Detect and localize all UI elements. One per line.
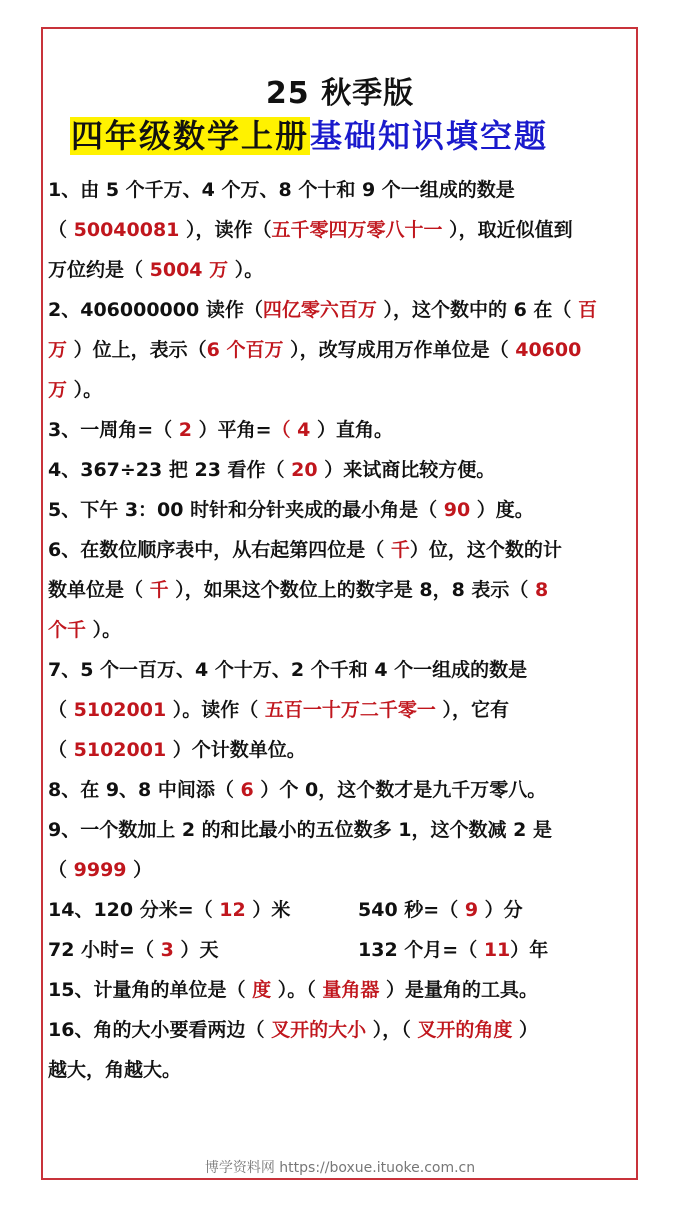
question-8: 8、在 9、8 中间添（ 6 ）个 0，这个数才是九千万零八。 xyxy=(48,779,547,801)
question-1-line-1: 1、由 5 个千万、4 个万、8 个十和 9 个一组成的数是 xyxy=(48,179,515,201)
answer: 千 xyxy=(149,579,169,601)
question-4: 4、367÷23 把 23 看作（ 20 ）来试商比较方便。 xyxy=(48,459,496,481)
question-14-col-2: 132 个月=（ 11）年 xyxy=(358,939,549,961)
answer: 五百一十万二千零一 xyxy=(264,699,436,721)
answer: 12 xyxy=(219,899,246,921)
answer: 万 xyxy=(48,379,68,401)
answer: 50040081 xyxy=(73,219,180,241)
question-14-row-1: 14、120 分米=（ 12 ）米 540 秒=（ 9 ）分 xyxy=(48,890,638,930)
question-2-line-3: 万 ）。 xyxy=(48,379,103,401)
question-3: 3、一周角=（ 2 ）平角=（ 4 ）直角。 xyxy=(48,419,394,441)
answer: 万 xyxy=(48,339,68,361)
question-6-line-3: 个千 ）。 xyxy=(48,619,122,641)
question-2-line-2: 万 ）位上，表示（6 个百万 ），改写成用万作单位是（ 40600 xyxy=(48,339,582,361)
question-7-line-2: （ 5102001 ）。读作（ 五百一十万二千零一 ），它有 xyxy=(48,699,510,721)
question-14-row-2: 72 小时=（ 3 ）天 132 个月=（ 11）年 xyxy=(48,930,638,970)
question-15: 15、计量角的单位是（ 度 ）。（ 量角器 ）是量角的工具。 xyxy=(48,979,538,1001)
answer: 6 个百万 xyxy=(206,339,284,361)
answer: 2 xyxy=(178,419,192,441)
answer: 千 xyxy=(390,539,410,561)
question-5: 5、下午 3：00 时针和分针夹成的最小角是（ 90 ）度。 xyxy=(48,499,534,521)
footer-watermark: 博学资料网 https://boxue.ituoke.com.cn xyxy=(204,1160,476,1176)
question-16-line-1: 16、角的大小要看两边（ 叉开的大小 ），（ 叉开的角度 ） xyxy=(48,1019,538,1041)
answer: 叉开的角度 xyxy=(417,1019,513,1041)
answer: （ 4 xyxy=(271,419,311,441)
edition-title: 25 秋季版 xyxy=(265,76,415,111)
question-list xyxy=(48,170,638,1090)
title-highlight: 四年级数学上册 xyxy=(71,117,310,155)
answer: 9999 xyxy=(73,859,127,881)
answer: 6 xyxy=(240,779,254,801)
answer: 8 xyxy=(535,579,549,601)
answer: 5004 万 xyxy=(149,259,229,281)
answer: 5102001 xyxy=(73,739,167,761)
answer: 量角器 xyxy=(322,979,380,1001)
question-6-line-2: 数单位是（ 千 ），如果这个数位上的数字是 8，8 表示（ 8 xyxy=(48,579,549,601)
question-16-line-2: 越大，角越大。 xyxy=(48,1059,182,1081)
answer: 3 xyxy=(160,939,174,961)
answer: 5102001 xyxy=(73,699,167,721)
answer: 个千 xyxy=(48,619,87,641)
question-9-line-2: （ 9999 ） xyxy=(48,859,153,881)
question-1-line-2: （ 50040081 ），读作（五千零四万零八十一 ），取近似值到 xyxy=(48,219,573,241)
answer: 40600 xyxy=(515,339,582,361)
answer: 百 xyxy=(578,299,598,321)
answer: 叉开的大小 xyxy=(271,1019,367,1041)
question-6-line-1: 6、在数位顺序表中，从右起第四位是（ 千）位，这个数的计 xyxy=(48,539,562,561)
answer: 五千零四万零八十一 xyxy=(271,219,443,241)
answer: 四亿零六百万 xyxy=(262,299,377,321)
answer: 90 xyxy=(443,499,471,521)
question-9-line-1: 9、一个数加上 2 的和比最小的五位数多 1，这个数减 2 是 xyxy=(48,819,552,841)
question-14-col-2: 540 秒=（ 9 ）分 xyxy=(358,899,523,921)
title-subtitle: 基础知识填空题 xyxy=(310,117,549,155)
question-2-line-1: 2、406000000 读作（四亿零六百万 ），这个数中的 6 在（ 百 xyxy=(48,299,598,321)
question-1-line-3: 万位约是（ 5004 万 ）。 xyxy=(48,259,264,281)
main-title xyxy=(70,111,548,161)
answer: 20 xyxy=(291,459,318,481)
answer: 度 xyxy=(252,979,272,1001)
answer: 11 xyxy=(483,939,511,961)
answer: 9 xyxy=(464,899,479,921)
question-7-line-3: （ 5102001 ）个计数单位。 xyxy=(48,739,306,761)
question-7-line-1: 7、5 个一百万、4 个十万、2 个千和 4 个一组成的数是 xyxy=(48,659,528,681)
